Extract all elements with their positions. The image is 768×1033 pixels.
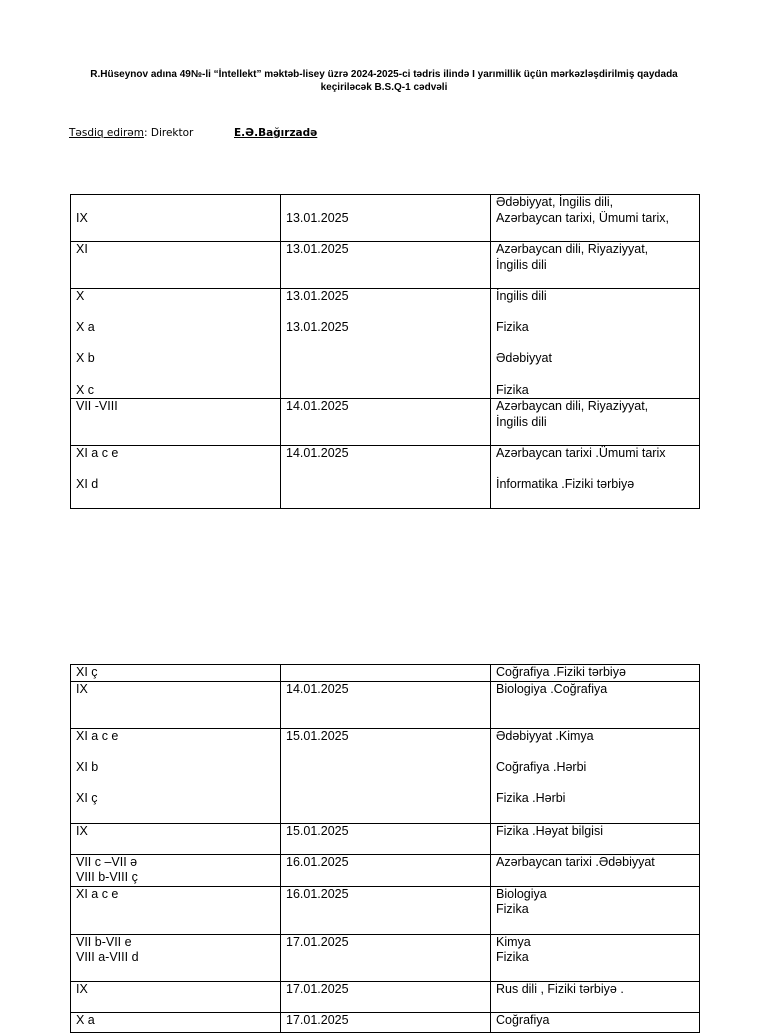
cell-line: 17.01.2025 xyxy=(286,1012,349,1027)
cell-line: İngilis dili xyxy=(496,289,547,303)
cell-line: VII -VIII xyxy=(76,399,118,414)
cell-line xyxy=(76,305,280,321)
date-cell xyxy=(281,665,491,682)
cell-line: Azərbaycan tarixi .Ümumi tarix xyxy=(496,446,666,461)
cell-line xyxy=(76,744,280,760)
cell-line xyxy=(496,744,699,760)
table-row xyxy=(71,823,700,854)
title-line-1: R.Hüseynov adına 49№-li “İntellekt” məktəb-lisey üzrə 2024-2025-ci tədris ilində I yarımillik üçün mərkəzləşdirilmiş qaydada xyxy=(90,69,678,80)
director-name: E.Ə.Bağırzadə xyxy=(234,127,318,139)
subject-cell xyxy=(491,399,700,446)
cell-line: IX xyxy=(76,981,88,996)
cell-line xyxy=(496,305,699,321)
cell-line xyxy=(496,336,699,352)
document-title xyxy=(58,68,710,94)
cell-line: IX xyxy=(76,823,88,838)
cell-line: IX xyxy=(76,210,88,225)
subject-cell xyxy=(491,934,700,981)
cell-line: 16.01.2025 xyxy=(286,854,349,869)
cell-line xyxy=(286,305,490,321)
subject-cell xyxy=(491,728,700,823)
cell-line: 13.01.2025 xyxy=(286,210,349,225)
subject-cell xyxy=(491,823,700,854)
cell-line: İngilis dili xyxy=(496,414,547,429)
cell-line: Fizika .Hərbi xyxy=(496,790,566,805)
cell-line: XI a c e xyxy=(76,728,119,743)
cell-line: 15.01.2025 xyxy=(286,728,349,743)
class-cell xyxy=(71,823,281,854)
approval-label: Təsdiq edirəm xyxy=(69,127,144,139)
schedule-table-2-body xyxy=(71,665,700,1033)
subject-cell xyxy=(491,289,700,399)
date-cell xyxy=(281,195,491,242)
cell-line: Fizika xyxy=(496,382,529,397)
cell-line: İngilis dili xyxy=(496,257,547,272)
cell-line: Azərbaycan tarixi, Ümumi tarix, xyxy=(496,210,669,225)
cell-line: Ədəbiyyat xyxy=(496,351,552,366)
cell-line: Rus dili , Fiziki tərbiyə . xyxy=(496,981,624,996)
date-cell xyxy=(281,854,491,886)
cell-line: X xyxy=(76,289,85,303)
cell-line: Azərbaycan dili, Riyaziyyat, xyxy=(496,399,649,414)
approval-line xyxy=(69,127,318,139)
cell-line xyxy=(496,367,699,383)
cell-line xyxy=(286,665,490,681)
table-row xyxy=(71,981,700,1012)
cell-line: XI b xyxy=(76,759,99,774)
cell-line: Fizika .Həyat bilgisi xyxy=(496,823,603,838)
cell-line: Fizika xyxy=(496,902,529,917)
cell-line: 13.01.2025 xyxy=(286,320,349,335)
date-cell xyxy=(281,823,491,854)
subject-cell xyxy=(491,981,700,1012)
cell-line xyxy=(76,336,280,352)
schedule-table-1-body xyxy=(71,195,700,509)
class-cell xyxy=(71,886,281,934)
cell-line xyxy=(76,462,280,478)
date-cell xyxy=(281,446,491,509)
class-cell xyxy=(71,681,281,728)
cell-line: VIII a-VIII d xyxy=(76,950,139,965)
class-cell xyxy=(71,854,281,886)
cell-line: XI ç xyxy=(76,665,98,679)
table-row xyxy=(71,665,700,682)
cell-line: 13.01.2025 xyxy=(286,242,349,256)
date-cell xyxy=(281,1012,491,1032)
table-row xyxy=(71,195,700,242)
cell-line: İnformatika .Fiziki tərbiyə xyxy=(496,477,635,492)
subject-cell xyxy=(491,886,700,934)
table-row xyxy=(71,399,700,446)
table-row xyxy=(71,1012,700,1032)
class-cell xyxy=(71,934,281,981)
cell-line xyxy=(496,462,699,478)
cell-line: XI d xyxy=(76,477,99,492)
cell-line: Ədəbiyyat, İngilis dili, xyxy=(496,195,614,209)
subject-cell xyxy=(491,854,700,886)
cell-line: X a xyxy=(76,320,95,335)
cell-line: X c xyxy=(76,382,95,397)
cell-line: Azərbaycan tarixi .Ədəbiyyat xyxy=(496,854,655,869)
class-cell xyxy=(71,665,281,682)
cell-line: Fizika xyxy=(496,320,529,335)
cell-line: 14.01.2025 xyxy=(286,399,349,414)
class-cell xyxy=(71,289,281,399)
cell-line: XI a c e xyxy=(76,886,119,901)
cell-line: Azərbaycan dili, Riyaziyyat, xyxy=(496,242,649,256)
cell-line: VIII b-VIII ç xyxy=(76,870,138,885)
table-row xyxy=(71,289,700,399)
table-row xyxy=(71,446,700,509)
cell-line: XI ç xyxy=(76,790,98,805)
cell-line: 14.01.2025 xyxy=(286,681,349,696)
subject-cell xyxy=(491,446,700,509)
class-cell xyxy=(71,242,281,289)
table-row xyxy=(71,681,700,728)
class-cell xyxy=(71,446,281,509)
title-line-2: keçiriləcək B.S.Q-1 cədvəli xyxy=(320,82,448,93)
cell-line: 14.01.2025 xyxy=(286,446,349,461)
date-cell xyxy=(281,886,491,934)
table-row xyxy=(71,934,700,981)
cell-line: Ədəbiyyat .Kimya xyxy=(496,728,594,743)
cell-line: 15.01.2025 xyxy=(286,823,349,838)
cell-line: XI xyxy=(76,242,88,256)
date-cell xyxy=(281,934,491,981)
cell-line: Coğrafiya xyxy=(496,1012,550,1027)
cell-line: 13.01.2025 xyxy=(286,289,349,303)
date-cell xyxy=(281,681,491,728)
table-row xyxy=(71,854,700,886)
date-cell xyxy=(281,289,491,399)
date-cell xyxy=(281,981,491,1012)
class-cell xyxy=(71,981,281,1012)
class-cell xyxy=(71,1012,281,1032)
approval-role: : Direktor xyxy=(143,127,194,139)
schedule-table-2 xyxy=(70,664,700,1033)
subject-cell xyxy=(491,665,700,682)
cell-line: 17.01.2025 xyxy=(286,981,349,996)
cell-line: Biologiya .Coğrafiya xyxy=(496,681,608,696)
cell-line: XI a c e xyxy=(76,446,119,461)
table-row xyxy=(71,242,700,289)
schedule-table-1 xyxy=(70,194,700,509)
cell-line: VII c –VII ə xyxy=(76,854,138,869)
subject-cell xyxy=(491,1012,700,1032)
cell-line: Fizika xyxy=(496,950,529,965)
cell-line xyxy=(76,195,280,211)
class-cell xyxy=(71,195,281,242)
cell-line xyxy=(286,195,490,211)
cell-line: Biologiya xyxy=(496,886,547,901)
subject-cell xyxy=(491,681,700,728)
subject-cell xyxy=(491,195,700,242)
date-cell xyxy=(281,242,491,289)
cell-line: IX xyxy=(76,681,88,696)
cell-line: Coğrafiya .Fiziki tərbiyə xyxy=(496,665,626,679)
date-cell xyxy=(281,728,491,823)
cell-line xyxy=(76,775,280,791)
cell-line: VII b-VII e xyxy=(76,934,132,949)
cell-line: X b xyxy=(76,351,95,366)
cell-line xyxy=(76,367,280,383)
cell-line: X a xyxy=(76,1012,95,1027)
subject-cell xyxy=(491,242,700,289)
cell-line: Coğrafiya .Hərbi xyxy=(496,759,587,774)
date-cell xyxy=(281,399,491,446)
class-cell xyxy=(71,399,281,446)
cell-line: Kimya xyxy=(496,934,531,949)
class-cell xyxy=(71,728,281,823)
table-row xyxy=(71,886,700,934)
cell-line: 17.01.2025 xyxy=(286,934,349,949)
cell-line: 16.01.2025 xyxy=(286,886,349,901)
table-row xyxy=(71,728,700,823)
cell-line xyxy=(496,775,699,791)
